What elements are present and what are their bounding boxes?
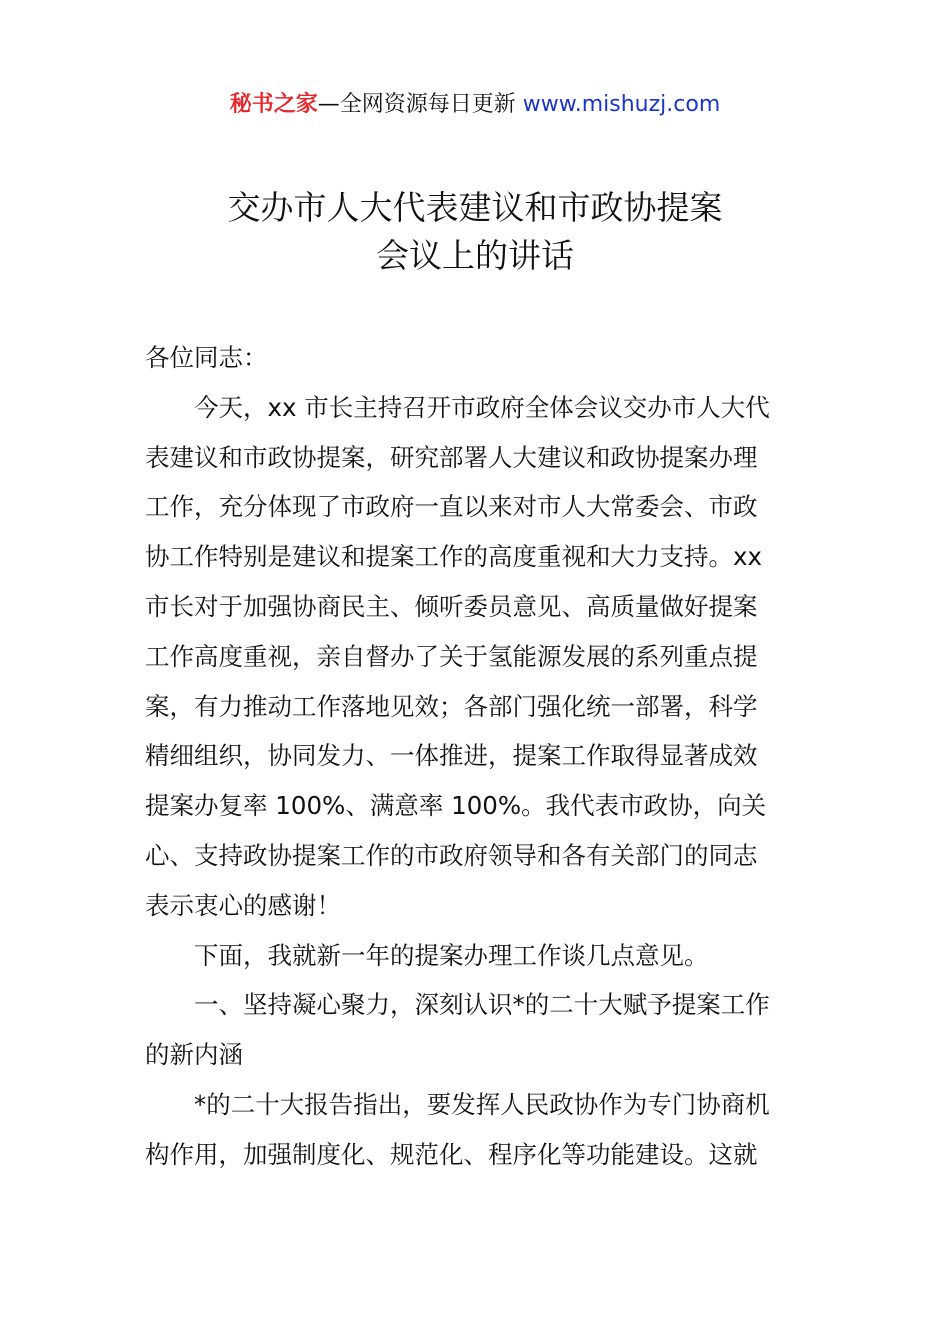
body-line: 工作高度重视，亲自督办了关于氢能源发展的系列重点提: [145, 641, 758, 671]
title-line-1: 交办市人大代表建议和市政协提案: [227, 188, 723, 227]
body-line: 表建议和市政协提案，研究部署人大建议和政协提案办理: [145, 442, 758, 472]
body-line: 案，有力推动工作落地见效；各部门强化统一部署，科学: [145, 691, 758, 721]
site-url-link[interactable]: www.mishuzj.com: [522, 92, 721, 117]
title-line-2: 会议上的讲话: [376, 236, 574, 275]
body-line: 下面，我就新一年的提案办理工作谈几点意见。: [194, 940, 709, 970]
body-line: 精细组织，协同发力、一体推进，提案工作取得显著成效: [145, 741, 758, 771]
header-tagline: —全网资源每日更新: [317, 92, 523, 117]
body-line: 提案办复率 100%、满意率 100%。我代表市政协，向关: [145, 791, 767, 821]
body-line: 市长对于加强协商民主、倾听委员意见、高质量做好提案: [145, 591, 758, 621]
salutation: 各位同志：: [145, 343, 268, 372]
section-heading: 一、坚持凝心聚力，深刻认识*的二十大赋予提案工作: [194, 990, 770, 1020]
body-line: 工作，充分体现了市政府一直以来对市人大常委会、市政: [145, 492, 758, 522]
body-line: *的二十大报告指出，要发挥人民政协作为专门协商机: [194, 1089, 770, 1119]
body-line: 协工作特别是建议和提案工作的高度重视和大力支持。xx: [145, 542, 762, 572]
body-line: 构作用，加强制度化、规范化、程序化等功能建设。这就: [145, 1139, 758, 1169]
body-line: 表示衷心的感谢！: [145, 890, 341, 920]
site-header: [0, 88, 950, 122]
document-title: [0, 184, 950, 280]
document-body: [145, 333, 807, 1180]
brand-name: 秘书之家: [229, 92, 318, 117]
body-line: 心、支持政协提案工作的市政府领导和各有关部门的同志: [145, 840, 758, 870]
body-line: 今天，xx 市长主持召开市政府全体会议交办市人大代: [194, 392, 770, 422]
section-heading-continued: 的新内涵: [145, 1040, 243, 1070]
